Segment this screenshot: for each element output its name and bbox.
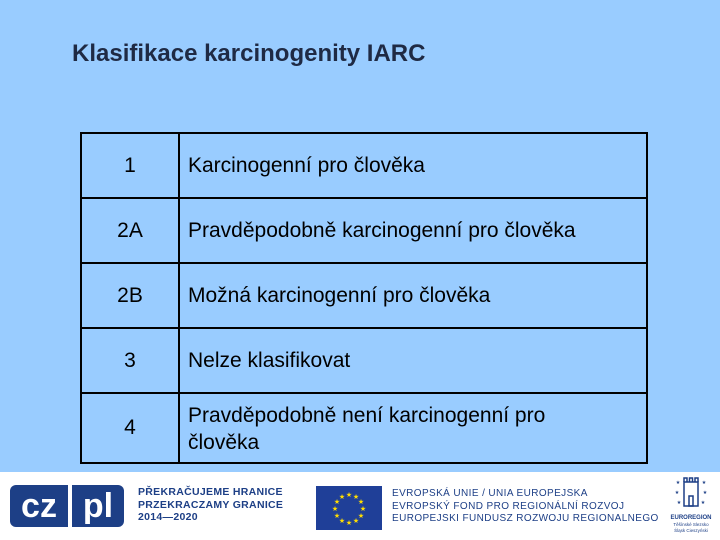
table-row <box>81 133 647 198</box>
svg-text:★: ★ <box>333 498 341 506</box>
cz-logo-block: cz <box>10 485 68 527</box>
group-description-line: Pravděpodobně není karcinogenní pro <box>188 404 546 427</box>
group-description-line: člověka <box>188 431 260 454</box>
program-line: 2014—2020 <box>138 511 198 523</box>
group-code: 4 <box>81 393 179 463</box>
svg-text:★: ★ <box>345 519 353 527</box>
group-description: Možná karcinogenní pro člověka <box>179 263 647 328</box>
cz-pl-logo <box>10 485 124 527</box>
program-line: PRZEKRACZAMY GRANICE <box>138 498 284 511</box>
svg-text:★: ★ <box>359 505 367 513</box>
eu-line: EVROPSKÁ UNIE / UNIA EUROPEJSKA <box>392 488 588 499</box>
eu-line: EVROPSKÝ FOND PRO REGIONÁLNÍ ROZVOJ <box>392 500 625 512</box>
svg-text:★: ★ <box>357 498 365 506</box>
program-text <box>138 486 283 524</box>
group-code: 2B <box>81 263 179 328</box>
group-description: Karcinogenní pro člověka <box>179 133 647 198</box>
svg-text:★: ★ <box>338 493 346 501</box>
svg-text:★: ★ <box>674 490 680 496</box>
svg-text:★: ★ <box>352 493 360 501</box>
footer-logo-bar <box>0 472 720 540</box>
euroregion-subtitle: Śląsk Cieszyński <box>674 527 708 533</box>
eu-flag-icon <box>316 486 382 530</box>
group-code: 2A <box>81 198 179 263</box>
svg-text:★: ★ <box>333 512 341 520</box>
group-description: Pravděpodobně karcinogenní pro člověka <box>179 198 647 263</box>
svg-text:★: ★ <box>700 500 706 506</box>
eu-fund-text <box>392 488 659 526</box>
table-row <box>81 263 647 328</box>
svg-text:★: ★ <box>338 517 346 525</box>
slide-title: Klasifikace karcinogenity IARC <box>72 40 426 67</box>
svg-text:★: ★ <box>352 517 360 525</box>
eu-line: EUROPEJSKI FUNDUSZ ROZWOJU REGIONALNEGO <box>392 513 659 524</box>
classification-table <box>80 132 648 464</box>
svg-text:★: ★ <box>357 512 365 520</box>
pl-logo-block: pl <box>72 485 124 527</box>
euroregion-logo <box>666 476 716 538</box>
svg-text:★: ★ <box>331 505 339 513</box>
svg-text:★: ★ <box>701 480 707 486</box>
group-code: 1 <box>81 133 179 198</box>
program-line: PŘEKRAČUJEME HRANICE <box>138 486 283 498</box>
euroregion-label: EUROREGION <box>670 515 712 521</box>
tower-icon <box>674 476 708 510</box>
table-row <box>81 198 647 263</box>
table-row <box>81 328 647 393</box>
group-description <box>179 393 647 463</box>
group-code: 3 <box>81 328 179 393</box>
euroregion-subtitle: Těšínské Slezsko <box>673 522 709 527</box>
svg-text:★: ★ <box>676 500 682 506</box>
svg-text:★: ★ <box>702 490 708 496</box>
table-row <box>81 393 647 463</box>
svg-text:★: ★ <box>675 480 681 486</box>
group-description: Nelze klasifikovat <box>179 328 647 393</box>
svg-text:★: ★ <box>345 491 353 499</box>
